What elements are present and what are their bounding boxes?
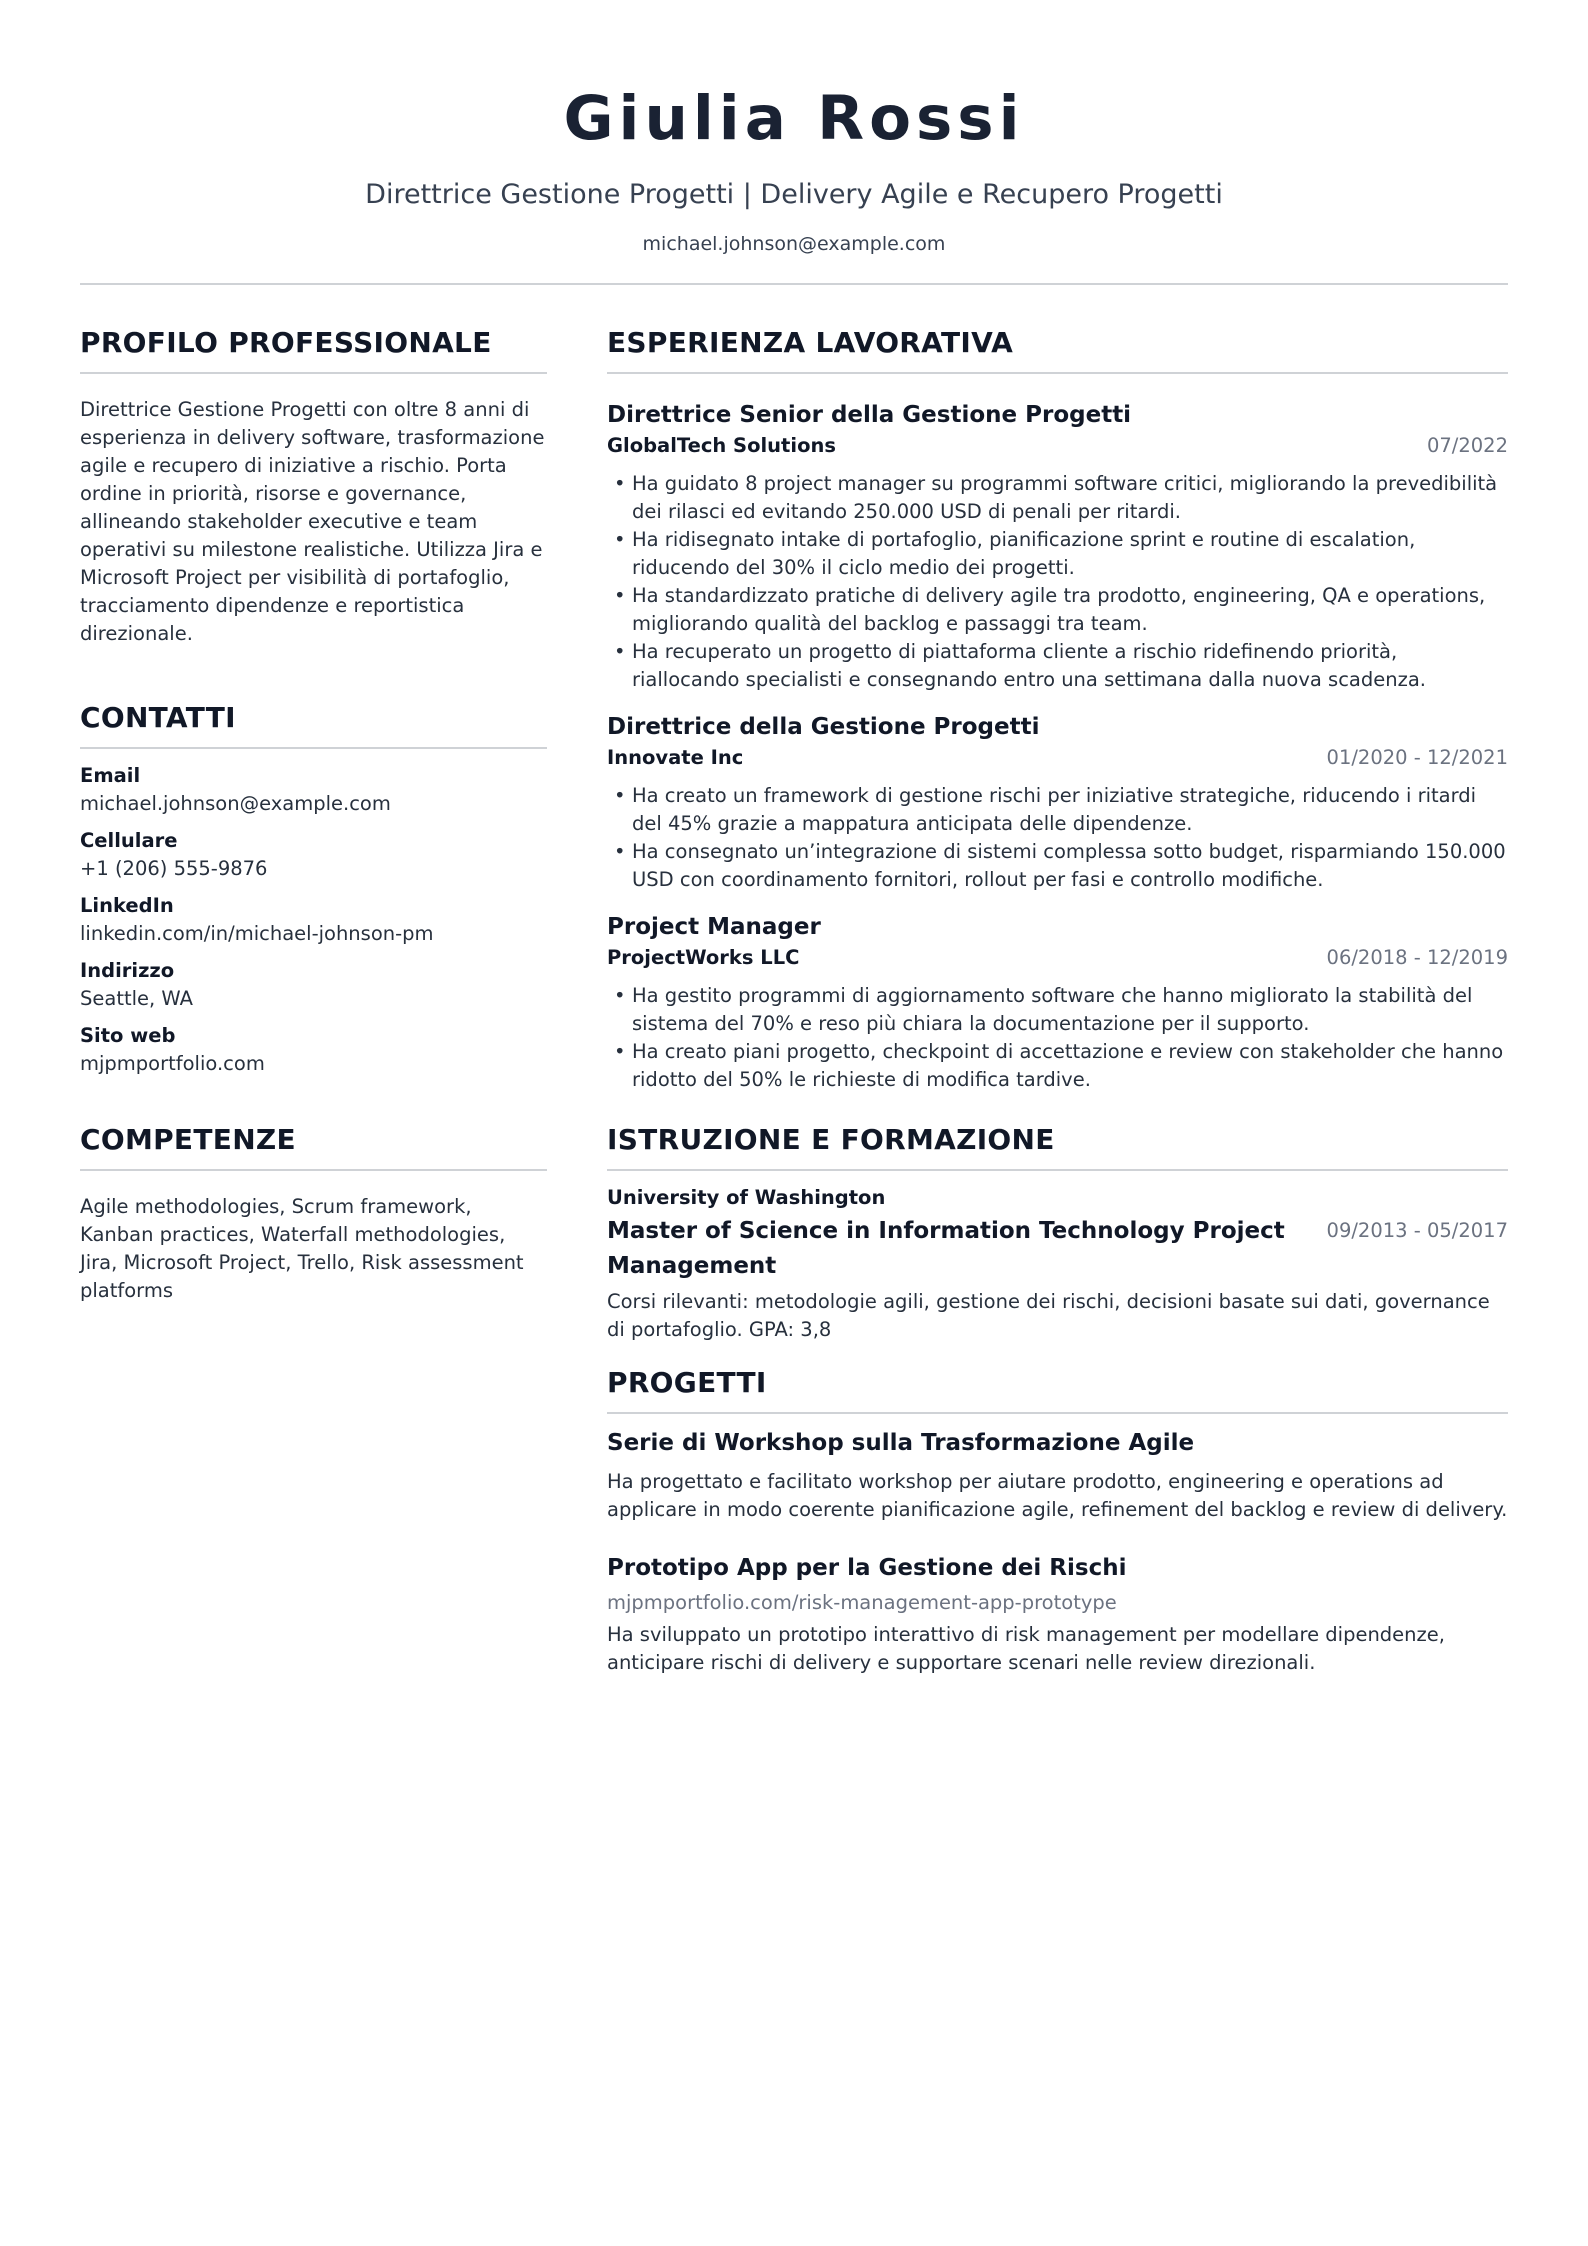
profile-summary: Direttrice Gestione Progetti con oltre 8 anni di esperienza in delivery software, trasformazione agile e recupero di iniziative a rischio. Porta ordine in priorità, risorse e governance, allineando stakeholder executive e team operativi su milestone realistiche. Utilizza Jira e Microsoft Project per visibilità di portafoglio, tracciamento dipendenze e reportistica direzionale. xyxy=(80,398,545,645)
skills-section xyxy=(80,1122,547,1305)
contact-item-email xyxy=(80,762,547,818)
job-meta xyxy=(607,744,1508,772)
job-company: Innovate Inc xyxy=(607,746,744,769)
job-title: Direttrice Senior della Gestione Progetti xyxy=(607,402,1132,428)
project-link[interactable]: mjpmportfolio.com/risk-management-app-prototype xyxy=(607,1591,1117,1614)
contact-label: Email xyxy=(80,764,141,787)
section-divider xyxy=(80,1169,547,1171)
projects-section xyxy=(607,1365,1508,1677)
candidate-name: Giulia Rossi xyxy=(563,83,1025,154)
section-divider xyxy=(80,372,547,374)
job-bullet: • Ha recuperato un progetto di piattaforma cliente a rischio ridefinendo priorità, riallocando specialisti e consegnando entro una settimana dalla nuova scadenza. xyxy=(607,638,1508,694)
resume-header xyxy=(80,82,1508,256)
job-title: Direttrice della Gestione Progetti xyxy=(607,714,1040,740)
contact-linkedin-value[interactable]: linkedin.com/in/michael-johnson-pm xyxy=(80,922,434,945)
education-description: Corsi rilevanti: metodologie agili, gestione dei rischi, decisioni basate sui dati, governance di portafoglio. GPA: 3,8 xyxy=(607,1290,1490,1341)
contact-website-value[interactable]: mjpmportfolio.com xyxy=(80,1052,265,1075)
contact-item-website xyxy=(80,1022,547,1078)
job-bullet: • Ha guidato 8 project manager su programmi software critici, migliorando la prevedibilità dei rilasci ed evitando 250.000 USD di penali per ritardi. xyxy=(607,470,1508,526)
job-entry xyxy=(607,400,1508,694)
job-company: ProjectWorks LLC xyxy=(607,946,800,969)
skills-list: Agile methodologies, Scrum framework, Kanban practices, Waterfall methodologies, Jira, Microsoft Project, Trello, Risk assessment platforms xyxy=(80,1195,524,1302)
contact-list xyxy=(80,762,547,1078)
education-degree-row xyxy=(607,1214,1508,1284)
job-dates: 07/2022 xyxy=(1426,434,1508,457)
job-bullets xyxy=(607,982,1508,1094)
projects-section-title: PROGETTI xyxy=(607,1366,767,1399)
job-company: GlobalTech Solutions xyxy=(607,434,836,457)
education-section-title: ISTRUZIONE E FORMAZIONE xyxy=(607,1123,1055,1156)
right-column xyxy=(607,325,1508,1677)
job-entry xyxy=(607,912,1508,1094)
section-divider xyxy=(80,747,547,749)
contacts-section-title: CONTATTI xyxy=(80,701,236,734)
education-section xyxy=(607,1122,1508,1344)
section-divider xyxy=(607,1169,1508,1171)
contact-address-value: Seattle, WA xyxy=(80,987,193,1010)
job-meta xyxy=(607,432,1508,460)
contact-email-value[interactable]: michael.johnson@example.com xyxy=(80,792,391,815)
project-entry xyxy=(607,1428,1508,1524)
contact-label: Cellulare xyxy=(80,829,178,852)
project-entry xyxy=(607,1553,1508,1677)
education-school: University of Washington xyxy=(607,1186,886,1209)
contact-item-address xyxy=(80,957,547,1013)
contact-phone-value[interactable]: +1 (206) 555-9876 xyxy=(80,857,268,880)
contact-label: Indirizzo xyxy=(80,959,175,982)
experience-section xyxy=(607,325,1508,1094)
header-email[interactable]: michael.johnson@example.com xyxy=(642,233,946,255)
job-title: Project Manager xyxy=(607,914,821,940)
job-bullet: • Ha ridisegnato intake di portafoglio, pianificazione sprint e routine di escalation, riducendo del 30% il ciclo medio dei progetti. xyxy=(607,526,1508,582)
education-degree: Master of Science in Information Technology Project Management xyxy=(607,1218,1285,1279)
job-bullets xyxy=(607,782,1508,894)
job-meta xyxy=(607,944,1508,972)
project-title: Serie di Workshop sulla Trasformazione Agile xyxy=(607,1430,1195,1456)
project-title: Prototipo App per la Gestione dei Rischi xyxy=(607,1555,1127,1581)
skills-section-title: COMPETENZE xyxy=(80,1123,296,1156)
contact-item-linkedin xyxy=(80,892,547,948)
job-bullet: • Ha creato un framework di gestione rischi per iniziative strategiche, riducendo i ritardi del 45% grazie a mappatura anticipata delle dipendenze. xyxy=(607,782,1508,838)
job-bullet: • Ha creato piani progetto, checkpoint di accettazione e review con stakeholder che hanno ridotto del 50% le richieste di modifica tardive. xyxy=(607,1038,1508,1094)
job-bullet: • Ha standardizzato pratiche di delivery agile tra prodotto, engineering, QA e operations, migliorando qualità del backlog e passaggi tra team. xyxy=(607,582,1508,638)
contact-label: Sito web xyxy=(80,1024,176,1047)
job-entry xyxy=(607,712,1508,894)
project-description: Ha sviluppato un prototipo interattivo di risk management per modellare dipendenze, anticipare rischi di delivery e supportare scenari nelle review direzionali. xyxy=(607,1623,1445,1674)
job-dates: 06/2018 - 12/2019 xyxy=(1326,946,1508,969)
job-bullets xyxy=(607,470,1508,694)
candidate-headline: Direttrice Gestione Progetti | Delivery Agile e Recupero Progetti xyxy=(365,179,1223,210)
job-bullet: • Ha consegnato un’integrazione di sistemi complessa sotto budget, risparmiando 150.000 USD con coordinamento fornitori, rollout per fasi e controllo modifiche. xyxy=(607,838,1508,894)
section-divider xyxy=(607,1412,1508,1414)
education-dates: 09/2013 - 05/2017 xyxy=(1326,1219,1508,1242)
section-divider xyxy=(607,372,1508,374)
header-divider xyxy=(80,283,1508,285)
left-column xyxy=(80,325,547,1305)
contact-label: LinkedIn xyxy=(80,894,174,917)
job-bullet: • Ha gestito programmi di aggiornamento software che hanno migliorato la stabilità del sistema del 70% e reso più chiara la documentazione per il supporto. xyxy=(607,982,1508,1038)
profile-section xyxy=(80,325,547,648)
project-description: Ha progettato e facilitato workshop per aiutare prodotto, engineering e operations ad applicare in modo coerente pianificazione agile, refinement del backlog e review di delivery. xyxy=(607,1470,1508,1521)
experience-section-title: ESPERIENZA LAVORATIVA xyxy=(607,326,1014,359)
job-dates: 01/2020 - 12/2021 xyxy=(1326,746,1508,769)
contacts-section xyxy=(80,700,547,1078)
profile-section-title: PROFILO PROFESSIONALE xyxy=(80,326,492,359)
contact-item-phone xyxy=(80,827,547,883)
